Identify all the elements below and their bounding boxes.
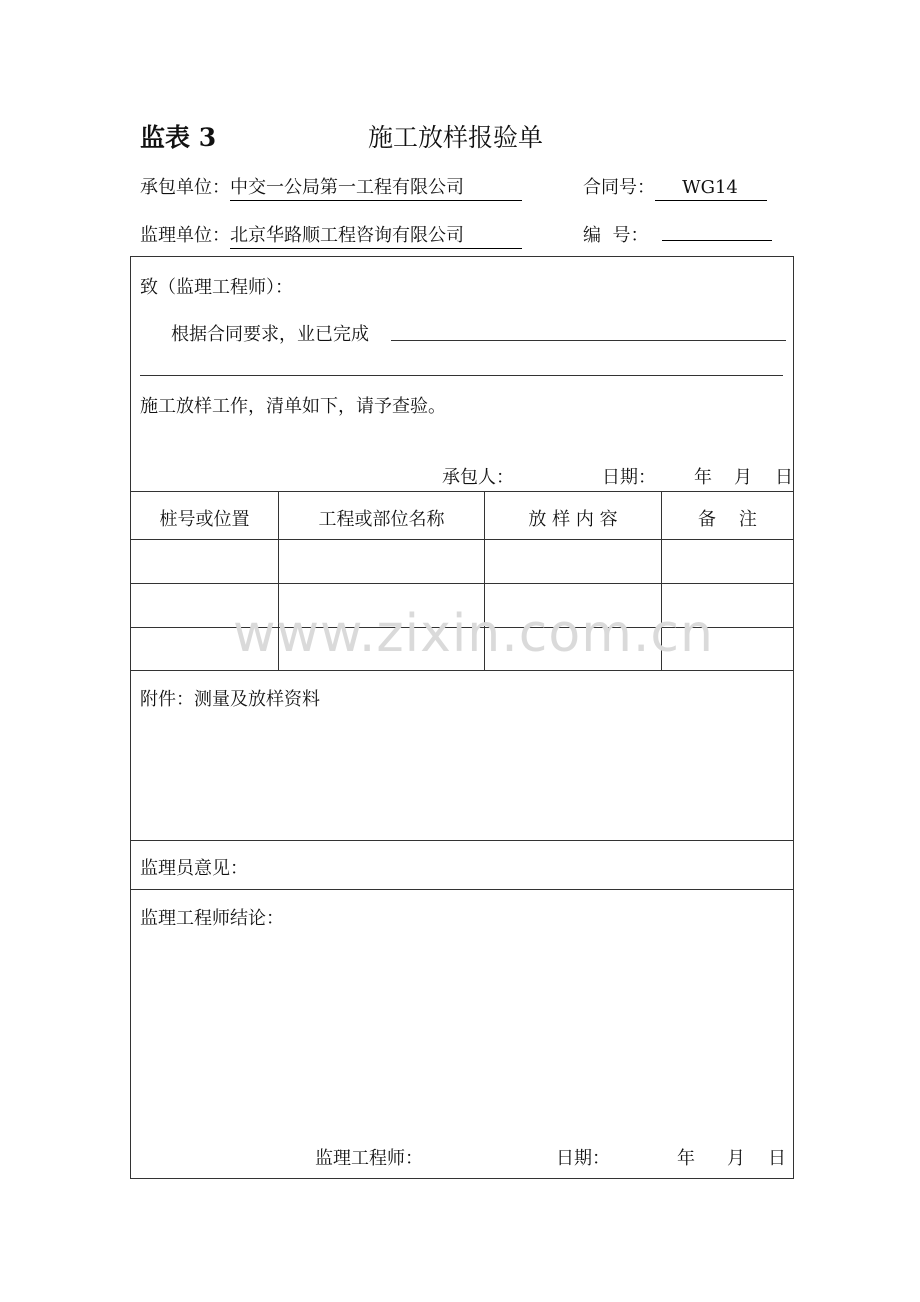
table-header-border xyxy=(131,539,793,540)
contractor-field xyxy=(140,173,522,201)
engineer-signature-label: 监理工程师： xyxy=(315,1148,423,1169)
table-header-remarks: 备 注 xyxy=(698,509,757,530)
to-engineer-line: 致（监理工程师）： xyxy=(140,277,293,298)
attachment-label: 附件：测量及放样资料 xyxy=(140,689,320,710)
contractor-label: 承包单位： xyxy=(140,177,230,198)
signer-label: 承包人： xyxy=(442,467,514,488)
page-title: 施工放样报验单 xyxy=(368,123,544,152)
footer-date-month: 月 xyxy=(727,1148,745,1169)
form-box xyxy=(130,256,794,1179)
serial-field xyxy=(583,221,772,247)
supervisor-value: 北京华路顺工程咨询有限公司 xyxy=(230,225,522,249)
table-header-location: 桩号或位置 xyxy=(159,509,250,530)
supervisor-field xyxy=(140,221,522,249)
contract-no-value: WG14 xyxy=(655,177,767,201)
date-label: 日期： xyxy=(602,467,656,488)
section-divider xyxy=(131,889,793,890)
serial-label: 编 号： xyxy=(583,225,649,246)
watermark: www.zixin.com.cn xyxy=(233,604,714,664)
footer-date-label: 日期： xyxy=(556,1148,610,1169)
work-item-blank-line xyxy=(391,340,786,341)
table-bottom-border xyxy=(131,670,793,671)
supervisor-label: 监理单位： xyxy=(140,225,230,246)
date-year: 年 xyxy=(694,467,712,488)
contract-no-field xyxy=(583,173,767,201)
request-body-suffix: 施工放样工作，清单如下，请予查验。 xyxy=(140,396,446,417)
date-day: 日 xyxy=(775,467,793,488)
table-top-border xyxy=(131,491,793,492)
date-month: 月 xyxy=(734,467,752,488)
work-item-blank-line-2 xyxy=(140,375,783,376)
footer-date-year: 年 xyxy=(677,1148,695,1169)
serial-value xyxy=(662,239,772,241)
table-header-work-name: 工程或部位名称 xyxy=(318,509,445,530)
table-header-content: 放 样 内 容 xyxy=(528,509,618,530)
table-row-border xyxy=(131,583,793,584)
contract-no-label: 合同号： xyxy=(583,177,655,198)
request-body-prefix: 根据合同要求，业已完成 xyxy=(171,324,369,345)
form-code: 监表 3 xyxy=(140,123,217,152)
inspector-opinion-label: 监理员意见： xyxy=(140,858,248,879)
footer-date-day: 日 xyxy=(768,1148,786,1169)
section-divider xyxy=(131,840,793,841)
contractor-value: 中交一公局第一工程有限公司 xyxy=(230,177,522,201)
engineer-conclusion-label: 监理工程师结论： xyxy=(140,908,284,929)
